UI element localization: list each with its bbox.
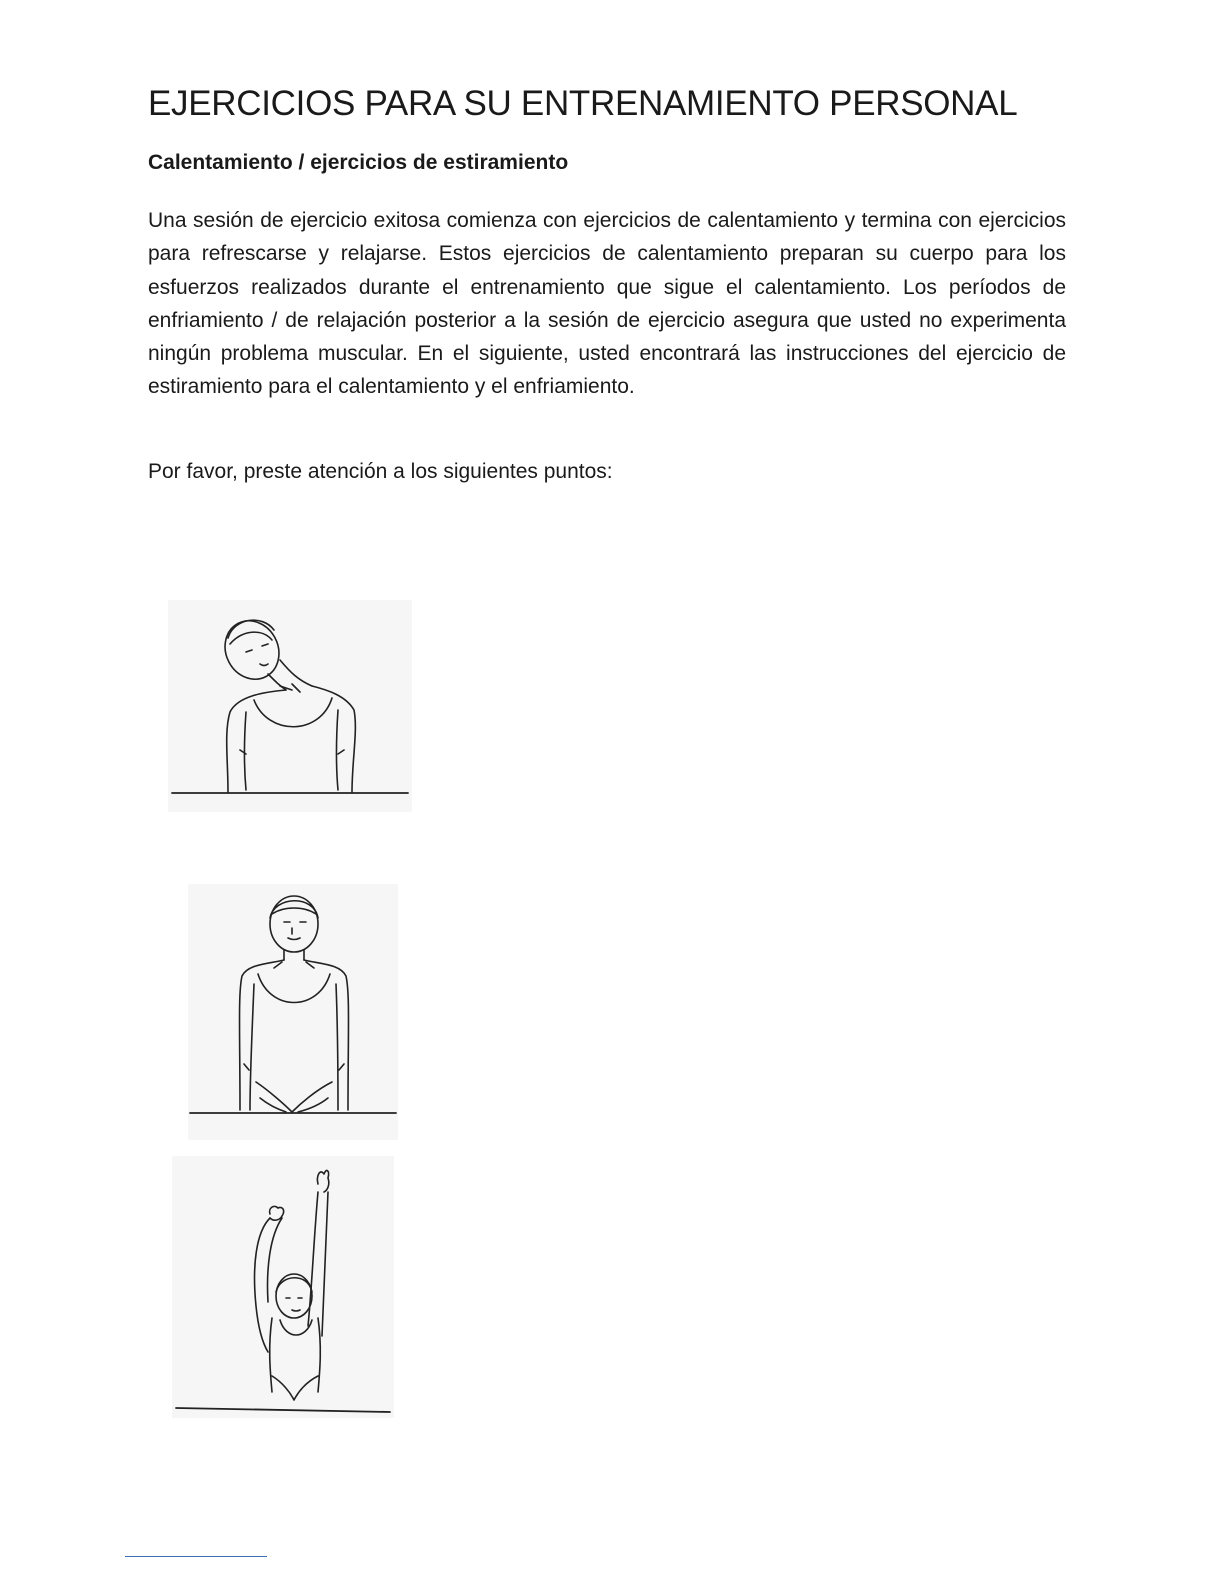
page-title: EJERCICIOS PARA SU ENTRENAMIENTO PERSONAL (148, 84, 1018, 123)
arms-overhead-stretch-illustration (172, 1156, 394, 1418)
intro-paragraph: Una sesión de ejercicio exitosa comienza con ejercicios de calentamiento y termina con ejercicios para refrescarse y relajarse. Estos ejercicios de calentamiento preparan su cuerpo para los esfuerzos realizados durante el entrenamiento que sigue el calentamiento. Los períodos de enfriamiento / de relajación posterior a la sesión de ejercicio asegura que usted no experimenta ningún problema muscular. En el siguiente, usted encontrará las instrucciones del ejercicio de estiramiento para el calentamiento y el enfriamiento. (148, 209, 1066, 399)
attention-line: Por favor, preste atención a los siguientes puntos: (148, 460, 613, 483)
footnote-separator (125, 1556, 267, 1557)
section-heading: Calentamiento / ejercicios de estiramiento (148, 151, 569, 174)
neck-side-stretch-illustration (168, 600, 412, 812)
shoulder-shrug-illustration (188, 884, 398, 1140)
